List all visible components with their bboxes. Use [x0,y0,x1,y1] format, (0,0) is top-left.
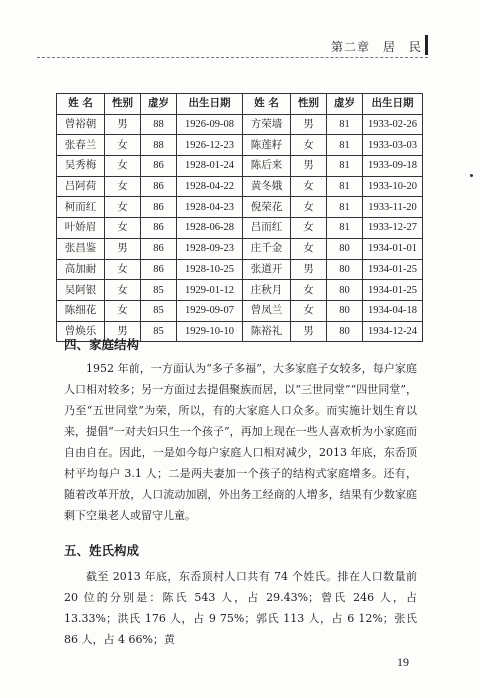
table-cell: 男 [105,114,141,135]
table-cell: 男 [291,321,327,342]
table-cell: 86 [141,238,177,259]
table-cell: 女 [291,218,327,239]
table-cell: 女 [105,280,141,301]
elderly-residents-table [56,93,423,342]
table-cell: 曾凤兰 [243,300,291,321]
table-cell: 1934-01-01 [363,238,423,259]
table-cell: 曾裕朝 [57,114,105,135]
table-cell: 吴秀梅 [57,156,105,177]
table-cell: 男 [105,321,141,342]
table-cell: 方荣墙 [243,114,291,135]
table-cell: 1929-09-07 [177,300,243,321]
paragraph-text: 截至 2013 年底，东岙顶村人口共有 74 个姓氏。排在人口数量前 20 位的分别是：陈氏 543 人，占 29.43%；曾氏 246 人，占 13.33%；洪氏 176 人，占 9 75%；郭氏 113 人，占 6 12%；张氏 86 人，占 4 66%；黄 [64,570,417,646]
table-cell: 1933-12-27 [363,218,423,239]
table-cell: 1929-01-12 [177,280,243,301]
paragraph-text: 1952 年前，一方面认为“多子多福”，大多家庭子女较多，每户家庭人口相对较多；另一方面过去提倡聚族而居，以“三世同堂”“四世同堂”，乃至“五世同堂”为荣，所以，有的大家庭人口众多。而实施计划生育以来，提倡“一对夫妇只生一个孩子”，再加上现在一些人喜欢析为小家庭而自由自在。因此，一是如今每户家庭人口相对减少，2013 年底，东岙顶村平均每户 3.1 人；二是两夫妻加一个孩子的结构式家庭增多。还有，随着改革开放，人口流动加剧，外出务工经商的人增多，结果有少数家庭剩下空巢老人或留守儿童。 [64,362,417,522]
section-title-family: 四、家庭结构 [64,337,140,352]
table-row [57,218,423,239]
col-header: 虚岁 [141,94,177,115]
table-cell: 吴阿银 [57,280,105,301]
table-cell: 女 [291,280,327,301]
table-cell: 86 [141,176,177,197]
table-cell: 1933-02-26 [363,114,423,135]
table-row [57,176,423,197]
table-cell: 男 [105,238,141,259]
col-header: 出生日期 [363,94,423,115]
table-cell: 女 [105,259,141,280]
table-cell: 1934-04-18 [363,300,423,321]
table-cell: 张道开 [243,259,291,280]
table-cell: 85 [141,280,177,301]
table-cell: 女 [291,197,327,218]
table-cell: 1934-12-24 [363,321,423,342]
table-cell: 80 [327,238,363,259]
table-cell: 黄冬娥 [243,176,291,197]
table-row [57,238,423,259]
table-row [57,280,423,301]
table-cell: 1928-04-22 [177,176,243,197]
table-cell: 1934-01-25 [363,280,423,301]
paragraph-family [64,358,417,526]
table-cell: 叶娇眉 [57,218,105,239]
col-header: 姓 名 [243,94,291,115]
table-cell: 女 [105,197,141,218]
table-cell: 85 [141,300,177,321]
table-cell: 女 [291,238,327,259]
col-header: 性别 [105,94,141,115]
table-cell: 1928-01-24 [177,156,243,177]
table-row [57,114,423,135]
table-cell: 高加耐 [57,259,105,280]
table-cell: 81 [327,218,363,239]
table-cell: 吕而红 [243,218,291,239]
table-cell: 88 [141,135,177,156]
table-row [57,156,423,177]
table-cell: 86 [141,197,177,218]
table-cell: 81 [327,114,363,135]
table-cell: 庄千金 [243,238,291,259]
table-cell: 女 [105,176,141,197]
table-cell: 女 [105,218,141,239]
chapter-title: 第二章 居 民 [330,40,422,54]
table-row [57,300,423,321]
table-cell: 81 [327,176,363,197]
table-cell: 女 [105,300,141,321]
table-cell: 80 [327,300,363,321]
table-cell: 88 [141,114,177,135]
table-cell: 1933-10-20 [363,176,423,197]
table-cell: 86 [141,218,177,239]
table-cell: 男 [291,114,327,135]
table-cell: 陈莲籽 [243,135,291,156]
table-cell: 女 [105,156,141,177]
table-cell: 1933-11-20 [363,197,423,218]
table-cell: 81 [327,197,363,218]
table-cell: 80 [327,321,363,342]
table-cell: 陈裕礼 [243,321,291,342]
table-cell: 男 [291,156,327,177]
section-title-surname: 五、姓氏构成 [64,543,140,558]
table-row [57,259,423,280]
table-cell: 陈后来 [243,156,291,177]
header-bar [425,35,428,55]
table-cell: 1926-09-08 [177,114,243,135]
table-cell: 1928-06-28 [177,218,243,239]
table-cell: 吕阿荷 [57,176,105,197]
table-body [57,114,423,342]
table-cell: 80 [327,280,363,301]
speck [470,174,473,177]
table-cell: 80 [327,259,363,280]
table-cell: 1933-09-18 [363,156,423,177]
table-cell: 女 [291,135,327,156]
table-cell: 1928-09-23 [177,238,243,259]
table-row [57,135,423,156]
col-header: 性别 [291,94,327,115]
table-cell: 张昌鉴 [57,238,105,259]
col-header: 姓 名 [57,94,105,115]
table-header-row [57,94,423,115]
table-cell: 曾焕乐 [57,321,105,342]
table-cell: 张春兰 [57,135,105,156]
table-cell: 1926-12-23 [177,135,243,156]
table-cell: 1929-10-10 [177,321,243,342]
table-cell: 女 [291,300,327,321]
table-cell: 85 [141,321,177,342]
table-cell: 1933-03-03 [363,135,423,156]
table-cell: 庄秋月 [243,280,291,301]
running-header [0,32,480,54]
table-cell: 男 [291,259,327,280]
table-cell: 1928-04-23 [177,197,243,218]
table-cell: 86 [141,259,177,280]
table-cell: 81 [327,156,363,177]
table-cell: 女 [105,135,141,156]
paragraph-surname [64,566,417,650]
page-number: 19 [397,655,409,669]
table-cell: 倪荣花 [243,197,291,218]
col-header: 出生日期 [177,94,243,115]
table-cell: 女 [291,176,327,197]
table-cell: 1934-01-25 [363,259,423,280]
table-row [57,197,423,218]
header-rule [37,57,428,58]
table-cell: 陈细花 [57,300,105,321]
table-cell: 柯而红 [57,197,105,218]
col-header: 虚岁 [327,94,363,115]
table-cell: 81 [327,135,363,156]
table-cell: 86 [141,156,177,177]
table-cell: 1928-10-25 [177,259,243,280]
